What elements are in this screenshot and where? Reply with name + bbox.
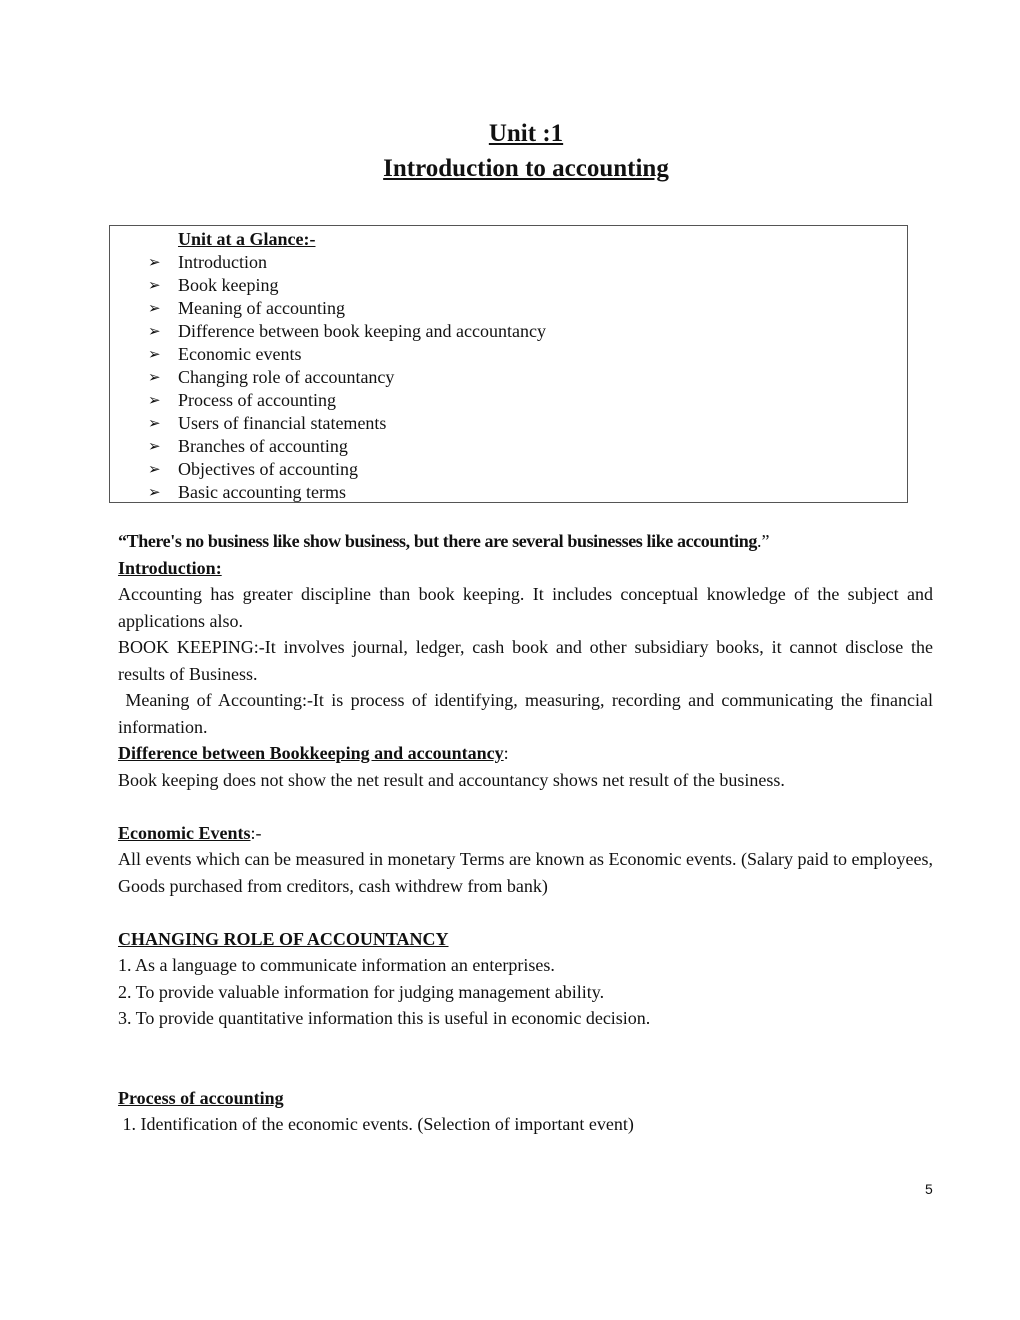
process-heading: Process of accounting: [118, 1087, 284, 1108]
glance-item: [110, 366, 546, 389]
glance-heading: Unit at a Glance:-: [178, 229, 316, 249]
glance-item-label: Process of accounting: [178, 390, 336, 410]
glance-item-label: Changing role of accountancy: [178, 367, 395, 387]
changing-item: 1. As a language to communicate information an enterprises.: [118, 955, 555, 975]
glance-item-label: Objectives of accounting: [178, 459, 358, 479]
arrow-bullet-icon: ➢: [148, 345, 161, 363]
book-keeping-paragraph: BOOK KEEPING:-It involves journal, ledger, cash book and other subsidiary books, it cannot disclose the results of Business.: [118, 637, 933, 684]
glance-item-label: Users of financial statements: [178, 413, 387, 433]
arrow-bullet-icon: ➢: [148, 368, 161, 386]
glance-item-label: Meaning of accounting: [178, 298, 345, 318]
glance-item: [110, 435, 546, 458]
page-number: 5: [925, 1181, 933, 1197]
chapter-title: Introduction to accounting: [383, 155, 669, 182]
glance-item: [110, 297, 546, 320]
arrow-bullet-icon: ➢: [148, 299, 161, 317]
glance-item: [110, 412, 546, 435]
arrow-bullet-icon: ➢: [148, 414, 161, 432]
arrow-bullet-icon: ➢: [148, 253, 161, 271]
difference-heading: Difference between Bookkeeping and accountancy:: [118, 743, 509, 763]
glance-item: [110, 343, 546, 366]
glance-item: [110, 251, 546, 274]
arrow-bullet-icon: ➢: [148, 322, 161, 340]
difference-paragraph: Book keeping does not show the net result and accountancy shows net result of the business.: [118, 769, 785, 790]
glance-item-label: Introduction: [178, 252, 267, 272]
arrow-bullet-icon: ➢: [148, 437, 161, 455]
glance-item-label: Branches of accounting: [178, 436, 348, 456]
arrow-bullet-icon: ➢: [148, 391, 161, 409]
changing-role-heading: CHANGING ROLE OF ACCOUNTANCY: [118, 928, 449, 949]
glance-item-label: Basic accounting terms: [178, 482, 346, 502]
intro-paragraph: Accounting has greater discipline than book keeping. It includes conceptual knowledge of the subject and applications also.: [118, 584, 933, 631]
meaning-paragraph: Meaning of Accounting:-It is process of identifying, measuring, recording and communicating the financial information.: [118, 690, 938, 737]
quote: “There's no business like show business, but there are several businesses like accounting.”: [118, 531, 770, 551]
economic-heading: Economic Events:-: [118, 822, 262, 843]
glance-item: [110, 481, 546, 504]
economic-paragraph: All events which can be measured in monetary Terms are known as Economic events. (Salary paid to employees, Goods purchased from creditors, cash withdrew from bank): [118, 849, 933, 896]
unit-number: Unit :1: [488, 120, 564, 147]
glance-item-label: Economic events: [178, 344, 302, 364]
glance-item-label: Book keeping: [178, 275, 279, 295]
glance-item: [110, 320, 546, 343]
glance-item: [110, 458, 546, 481]
unit-at-a-glance-box: [109, 225, 908, 503]
glance-item: [110, 274, 546, 297]
glance-item: [110, 389, 546, 412]
arrow-bullet-icon: ➢: [148, 460, 161, 478]
changing-item: 3. To provide quantitative information this is useful in economic decision.: [118, 1008, 651, 1028]
arrow-bullet-icon: ➢: [148, 276, 161, 294]
glance-item-label: Difference between book keeping and accountancy: [178, 321, 546, 341]
changing-item: 2. To provide valuable information for judging management ability.: [118, 981, 605, 1002]
arrow-bullet-icon: ➢: [148, 483, 161, 501]
introduction-heading: Introduction:: [118, 557, 222, 578]
glance-list: [110, 251, 546, 504]
process-item: 1. Identification of the economic events. (Selection of important event): [118, 1114, 634, 1134]
document-body: [118, 528, 938, 1138]
